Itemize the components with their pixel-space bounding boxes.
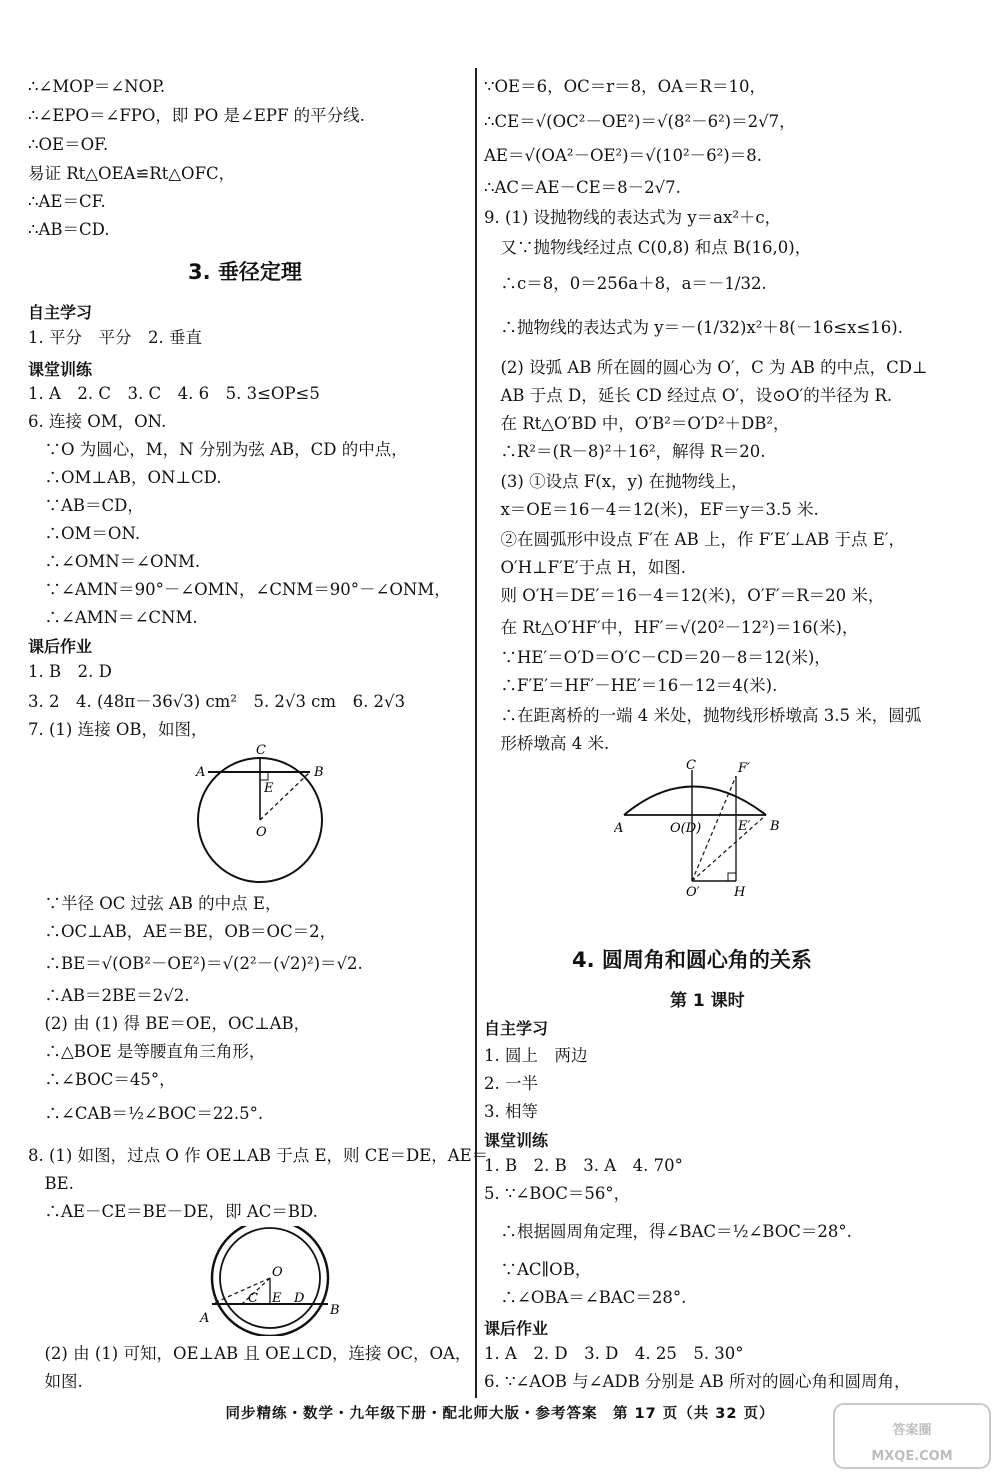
text-line: ∴在距离桥的一端 4 米处，抛物线形桥墩高 3.5 米，圆弧 bbox=[484, 706, 922, 725]
text-line: ∵半径 OC 过弦 AB 的中点 E， bbox=[28, 894, 282, 913]
text-line: ∵O 为圆心，M，N 分别为弦 AB，CD 的中点， bbox=[28, 440, 408, 459]
text-line: ②在圆弧形中设点 F′在 AB 上，作 F′E′⊥AB 于点 E′， bbox=[484, 530, 906, 549]
text-line: ∴OE＝OF. bbox=[28, 135, 109, 154]
label-A: A bbox=[196, 765, 206, 780]
label-O: O bbox=[272, 1265, 283, 1280]
text-line: (2) 由 (1) 得 BE＝OE，OC⊥AB， bbox=[28, 1014, 311, 1033]
section-label-ketang: 课堂训练 bbox=[484, 1131, 549, 1150]
text-line: ∴∠EPO＝∠FPO，即 PO 是∠EPF 的平分线. bbox=[28, 106, 365, 125]
text-line: ∴△BOE 是等腰直角三角形， bbox=[28, 1042, 266, 1061]
text-line: ∴AB＝CD. bbox=[28, 220, 110, 239]
text-line: 形桥墩高 4 米. bbox=[484, 734, 610, 753]
text-line: ∴∠AMN＝∠CNM. bbox=[28, 608, 198, 627]
text-line: 在 Rt△O′HF′中，HF′＝√(20²－12²)＝16(米)， bbox=[484, 618, 859, 637]
section-label-zizhu: 自主学习 bbox=[28, 303, 93, 322]
text-line: 2. 一半 bbox=[484, 1074, 538, 1093]
label-C: C bbox=[248, 1291, 258, 1306]
text-line: ∴∠MOP＝∠NOP. bbox=[28, 77, 166, 96]
text-line: 8. (1) 如图，过点 O 作 OE⊥AB 于点 E，则 CE＝DE，AE＝ bbox=[28, 1146, 489, 1165]
text-line: 7. (1) 连接 OB，如图， bbox=[28, 720, 208, 739]
text-line: ∴∠BOC＝45°， bbox=[28, 1070, 176, 1089]
text-line: 易证 Rt△OEA≌Rt△OFC， bbox=[28, 164, 236, 183]
text-line: ∴CE＝√(OC²－OE²)＝√(8²－6²)＝2√7， bbox=[484, 112, 796, 131]
page-footer: 同步精练・数学・九年级下册・配北师大版・参考答案 第 17 页（共 32 页） bbox=[225, 1406, 775, 1422]
text-line: ∴AE－CE＝BE－DE，即 AC＝BD. bbox=[28, 1202, 318, 1221]
label-O-D: O(D) bbox=[670, 821, 702, 836]
text-line: ∴抛物线的表达式为 y＝－(1/32)x²＋8(－16≤x≤16). bbox=[484, 318, 903, 337]
text-line: ∴根据圆周角定理，得∠BAC＝½∠BOC＝28°. bbox=[484, 1222, 852, 1241]
figure-q7-circle bbox=[188, 742, 358, 892]
label-A: A bbox=[614, 821, 624, 836]
label-B: B bbox=[314, 765, 324, 780]
text-line: O′H⊥F′E′于点 H，如图. bbox=[484, 558, 687, 577]
text-line: ∴∠OBA＝∠BAC＝28°. bbox=[484, 1288, 687, 1307]
section-title: 3. 垂径定理 bbox=[188, 260, 302, 284]
text-line: 6. ∵∠AOB 与∠ADB 分别是 AB 所对的圆心角和圆周角， bbox=[484, 1372, 911, 1391]
text-line: ∴∠CAB＝½∠BOC＝22.5°. bbox=[28, 1104, 264, 1123]
text-line: ∴AC＝AE－CE＝8－2√7. bbox=[484, 178, 681, 197]
label-E: E bbox=[272, 1291, 282, 1306]
label-O-prime: O′ bbox=[686, 885, 700, 898]
lesson-title: 第 1 课时 bbox=[670, 991, 745, 1011]
text-line: ∴∠OMN＝∠ONM. bbox=[28, 552, 201, 571]
text-line: ∴BE＝√(OB²－OE²)＝√(2²－(√2)²)＝√2. bbox=[28, 954, 363, 973]
text-line: BE. bbox=[28, 1174, 74, 1193]
label-C: C bbox=[686, 758, 696, 773]
text-line: ∴c＝8，0＝256a＋8，a＝－1/32. bbox=[484, 274, 767, 293]
label-D: D bbox=[294, 1291, 305, 1306]
text-line: 3. 2 4. (48π－36√3) cm² 5. 2√3 cm 6. 2√3 bbox=[28, 692, 406, 711]
watermark-logo bbox=[832, 1400, 992, 1472]
text-line: 1. 圆上 两边 bbox=[484, 1046, 588, 1065]
text-line: ∵AB＝CD， bbox=[28, 496, 144, 515]
text-line: 则 O′H＝DE′＝16－4＝12(米)，O′F′＝R＝20 米， bbox=[484, 586, 885, 605]
label-E: E bbox=[264, 781, 274, 796]
label-F-prime: F′ bbox=[738, 761, 750, 776]
svg-text:MXQE.COM: MXQE.COM bbox=[871, 1449, 953, 1464]
text-line: ∴AE＝CF. bbox=[28, 192, 106, 211]
text-line: ∵HE′＝O′D＝O′C－CD＝20－8＝12(米)， bbox=[484, 648, 831, 667]
text-line: ∴AB＝2BE＝2√2. bbox=[28, 986, 190, 1005]
label-C: C bbox=[256, 743, 266, 758]
label-B: B bbox=[770, 819, 780, 834]
text-line: 5. ∵∠BOC＝56°， bbox=[484, 1184, 631, 1203]
label-H: H bbox=[734, 885, 746, 898]
svg-text:答案圈: 答案圈 bbox=[892, 1423, 932, 1438]
label-O: O bbox=[256, 825, 267, 840]
label-B: B bbox=[330, 1303, 340, 1318]
text-line: 又∵抛物线经过点 C(0,8) 和点 B(16,0)， bbox=[484, 238, 812, 257]
section-label-ketang: 课堂训练 bbox=[28, 360, 93, 379]
text-line: x＝OE＝16－4＝12(米)，EF＝y＝3.5 米. bbox=[484, 500, 819, 519]
text-line: (2) 由 (1) 可知，OE⊥AB 且 OE⊥CD，连接 OC，OA， bbox=[28, 1344, 472, 1363]
text-line: ∴F′E′＝HF′－HE′＝16－12＝4(米). bbox=[484, 676, 778, 695]
text-line: (3) ①设点 F(x，y) 在抛物线上， bbox=[484, 472, 748, 491]
text-line: 1. B 2. D bbox=[28, 662, 112, 681]
section-label-kehou: 课后作业 bbox=[28, 637, 93, 656]
text-line: ∵∠AMN＝90°－∠OMN，∠CNM＝90°－∠ONM， bbox=[28, 580, 451, 599]
text-line: 6. 连接 OM，ON. bbox=[28, 412, 167, 431]
label-E-prime: E′ bbox=[738, 819, 751, 834]
text-line: ∵AC∥OB， bbox=[484, 1260, 592, 1279]
label-A: A bbox=[200, 1311, 210, 1326]
text-line: (2) 设弧 AB 所在圆的圆心为 O′，C 为 AB 的中点，CD⊥ bbox=[484, 358, 928, 377]
text-line: 3. 相等 bbox=[484, 1102, 538, 1121]
text-line: 1. B 2. B 3. A 4. 70° bbox=[484, 1156, 683, 1175]
section-label-zizhu: 自主学习 bbox=[484, 1019, 549, 1038]
text-line: 在 Rt△O′BD 中，O′B²＝O′D²＋DB²， bbox=[484, 414, 790, 433]
text-line: 1. A 2. D 3. D 4. 25 5. 30° bbox=[484, 1344, 744, 1363]
text-line: AB 于点 D，延长 CD 经过点 O′，设⊙O′的半径为 R. bbox=[484, 386, 893, 405]
text-line: ∵OE＝6，OC＝r＝8，OA＝R＝10， bbox=[484, 77, 766, 96]
text-line: 1. A 2. C 3. C 4. 6 5. 3≤OP≤5 bbox=[28, 384, 320, 403]
text-line: AE＝√(OA²－OE²)＝√(10²－6²)＝8. bbox=[484, 146, 762, 165]
text-line: 9. (1) 设抛物线的表达式为 y＝ax²＋c， bbox=[484, 208, 782, 227]
figure-q8-concentric-circles bbox=[198, 1226, 358, 1336]
text-line: ∴OM⊥AB，ON⊥CD. bbox=[28, 468, 222, 487]
column-divider bbox=[475, 68, 477, 1398]
text-line: ∴OC⊥AB，AE＝BE，OB＝OC＝2， bbox=[28, 922, 337, 941]
text-line: ∴R²＝(R－8)²＋16²，解得 R＝20. bbox=[484, 442, 766, 461]
figure-q9-arch-bridge bbox=[614, 758, 784, 898]
section-label-kehou: 课后作业 bbox=[484, 1319, 549, 1338]
text-line: ∴OM＝ON. bbox=[28, 524, 141, 543]
text-line: 1. 平分 平分 2. 垂直 bbox=[28, 328, 202, 347]
section-title: 4. 圆周角和圆心角的关系 bbox=[572, 948, 812, 972]
text-line: 如图. bbox=[28, 1372, 83, 1391]
